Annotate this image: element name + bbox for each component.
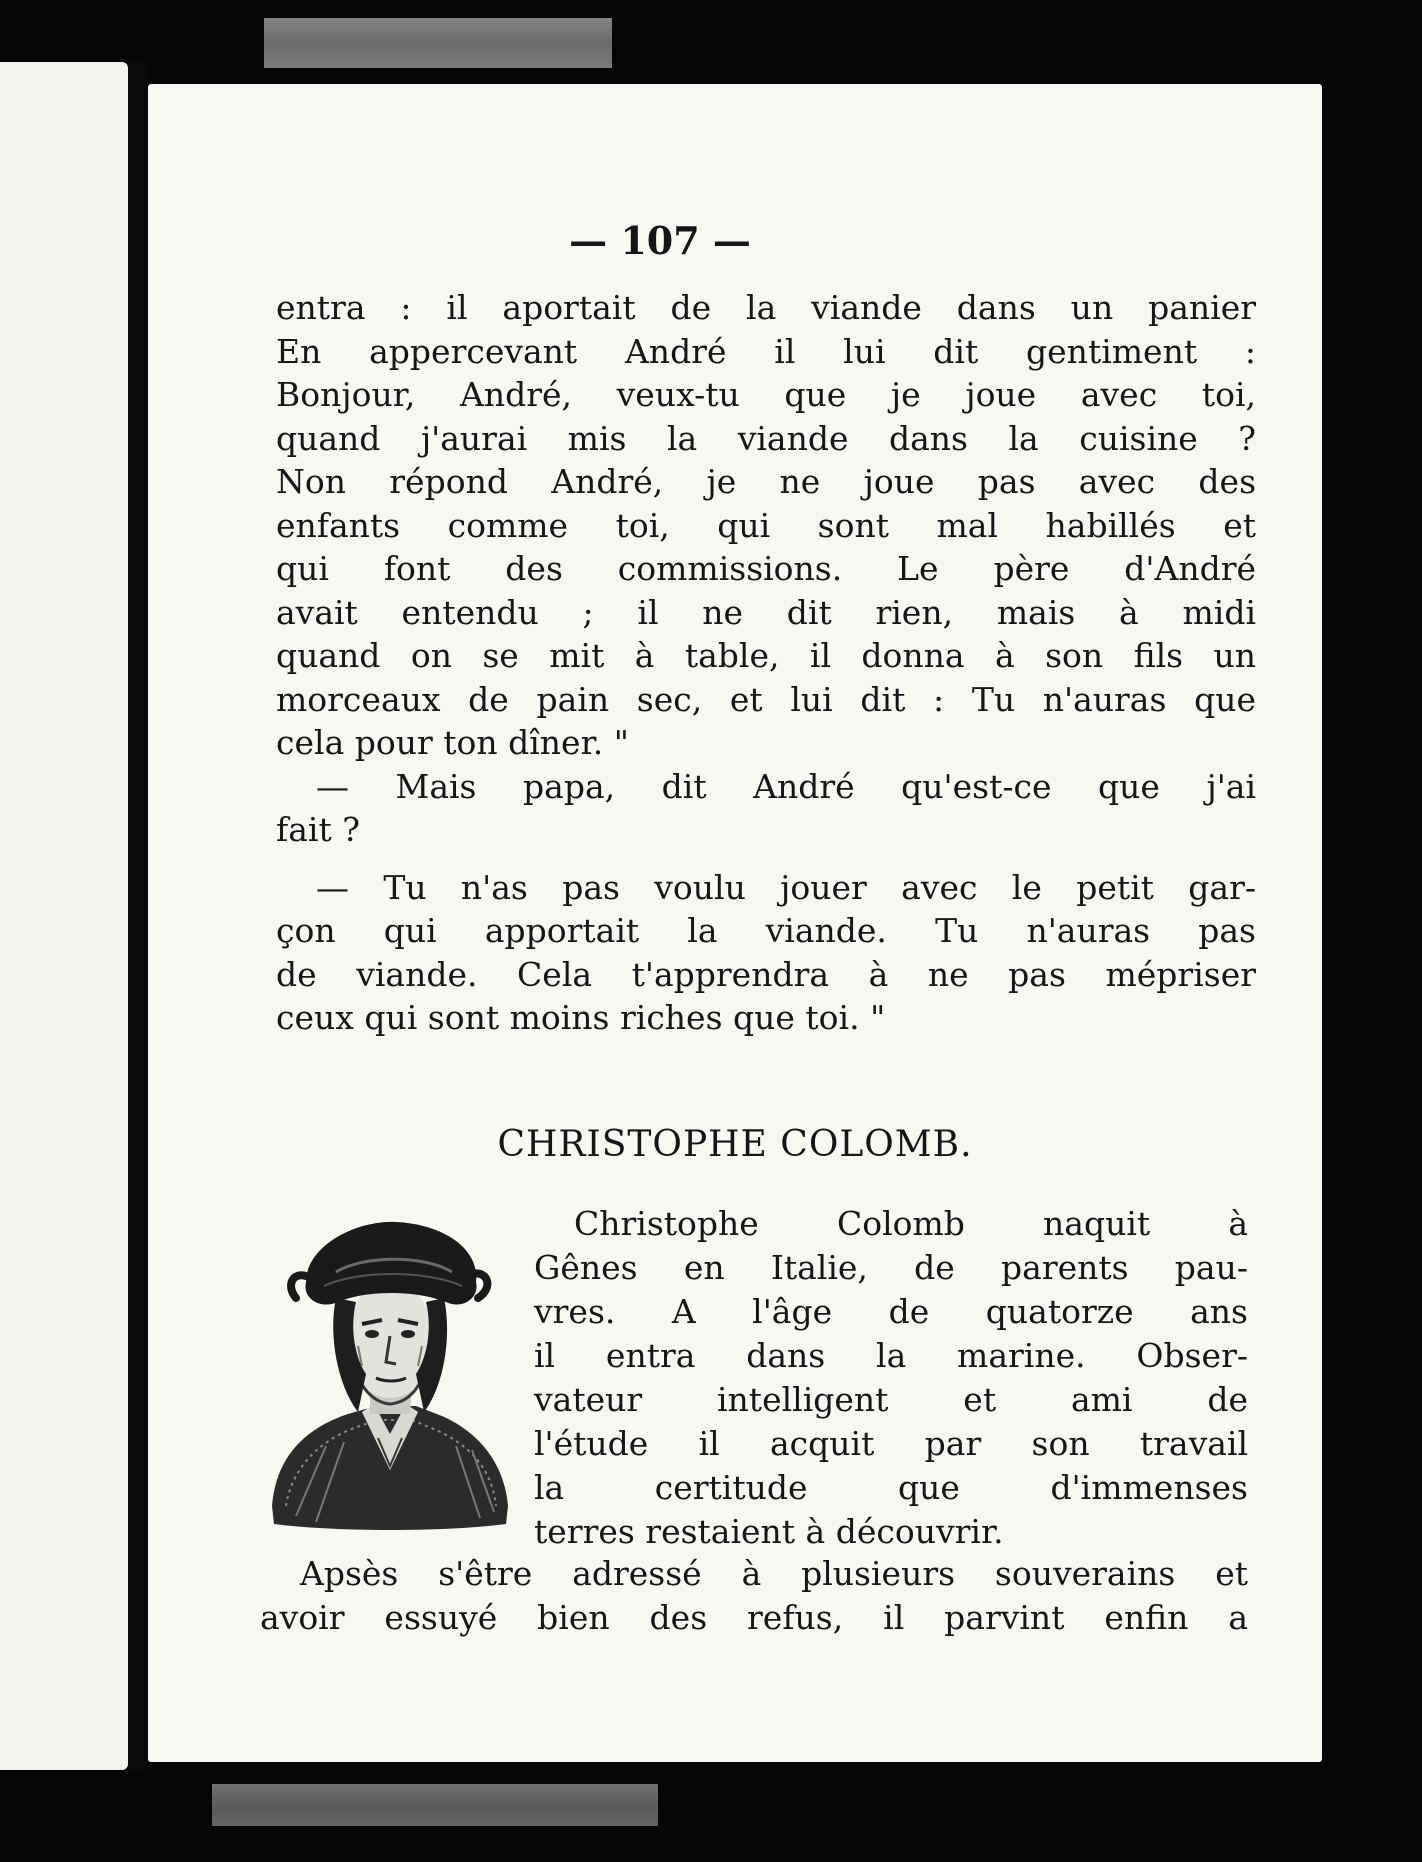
bio-line: il entra dans la marine. Obser- <box>534 1336 1248 1375</box>
text-line: cela pour ton dîner. " <box>276 723 629 762</box>
bio-line: vateur intelligent et ami de <box>534 1380 1248 1419</box>
book-spine-shadow <box>128 62 148 1770</box>
text-line: Bonjour, André, veux-tu que je joue avec toi, <box>276 375 1256 414</box>
text-line: quand j'aurai mis la viande dans la cuisine ? <box>276 418 1256 458</box>
text-line: avait entendu ; il ne dit rien, mais à midi <box>276 592 1256 632</box>
text-line: qui font des commissions. Le père d'André <box>276 549 1256 588</box>
text-line: enfants comme toi, qui sont mal habillés et <box>276 505 1256 545</box>
bio-line: la certitude que d'immenses <box>534 1468 1248 1507</box>
dialogue-line: — Tu n'as pas voulu jouer avec le petit gar- <box>316 867 1256 907</box>
biography-column <box>534 1202 1248 1554</box>
story-text <box>276 286 1256 1040</box>
bio-line: Christophe Colomb naquit à <box>574 1204 1248 1243</box>
paragraph-gap <box>276 852 1256 866</box>
continuation-text <box>260 1552 1248 1640</box>
dialogue-line: de viande. Cela t'apprendra à ne pas mépriser <box>276 954 1256 994</box>
text-line: En appercevant André il lui dit gentiment : <box>276 331 1256 371</box>
scan-edge-strip-top <box>264 18 612 68</box>
dialogue-line: ceux qui sont moins riches que toi. " <box>276 998 886 1037</box>
text-line: entra : il aportait de la viande dans un panier <box>276 288 1256 327</box>
bio-line: Gênes en Italie, de parents pau- <box>534 1248 1248 1287</box>
text-line: morceaux de pain sec, et lui dit : Tu n'auras que <box>276 679 1256 719</box>
bio-line: vres. A l'âge de quatorze ans <box>534 1292 1248 1331</box>
section-heading: CHRISTOPHE COLOMB. <box>497 1124 973 1165</box>
left-page-edge <box>0 62 128 1770</box>
text-line: avoir essuyé bien des refus, il parvint enfin a <box>260 1598 1248 1637</box>
bio-line: l'étude il acquit par son travail <box>534 1424 1248 1463</box>
dialogue-line: — Mais papa, dit André qu'est-ce que j'ai <box>316 766 1256 806</box>
text-line: Non répond André, je ne joue pas avec des <box>276 462 1256 501</box>
right-page <box>148 84 1322 1762</box>
columbus-portrait-engraving <box>266 1206 512 1532</box>
page-number: — 107 — <box>569 218 751 263</box>
bio-line: terres restaient à découvrir. <box>534 1512 1004 1551</box>
dialogue-line: fait ? <box>276 810 360 849</box>
text-line: Apsès s'être adressé à plusieurs souverains et <box>300 1554 1248 1593</box>
text-line: quand on se mit à table, il donna à son fils un <box>276 636 1256 675</box>
scan-edge-strip-bottom <box>212 1784 658 1826</box>
dialogue-line: çon qui apportait la viande. Tu n'auras pas <box>276 911 1256 950</box>
